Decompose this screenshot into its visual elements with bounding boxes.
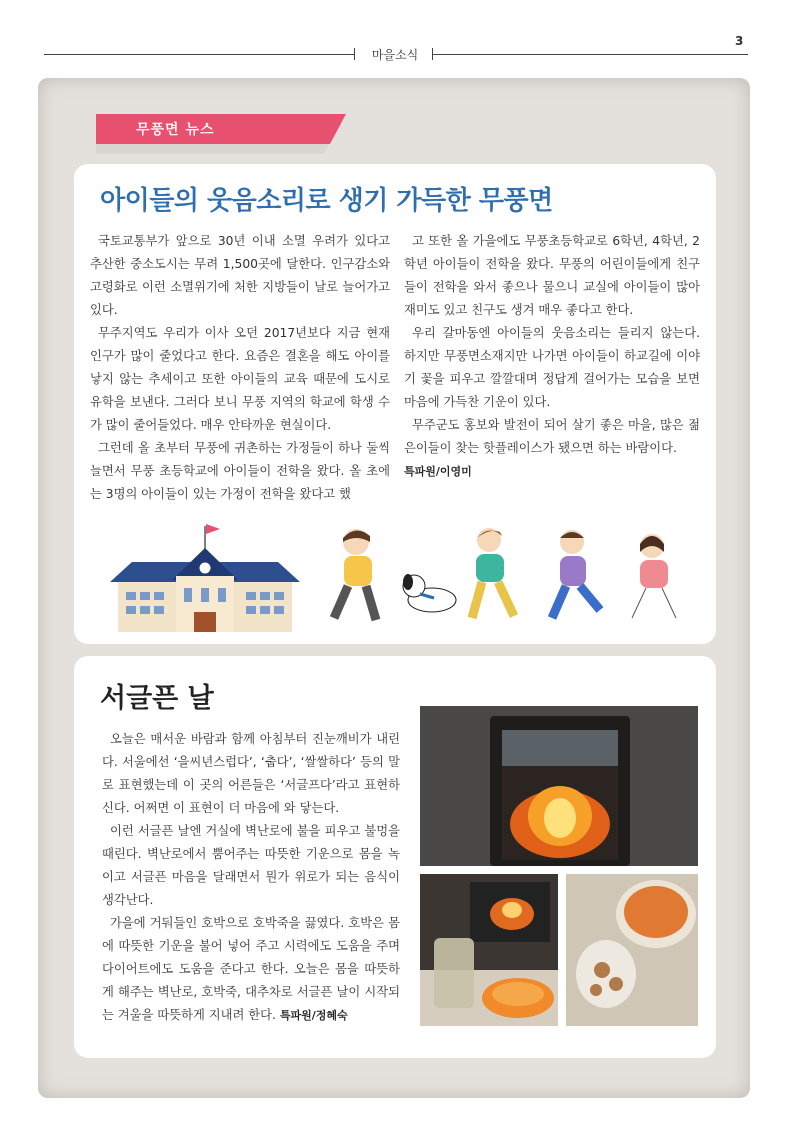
article1-column-2: [404, 230, 700, 483]
page-number: 3: [735, 34, 744, 48]
article2-paragraph: 가을에 거둬들인 호박으로 호박죽을 끓였다. 호박은 몸에 따뜻한 기운을 불어 넣어 주고 시력에도 도움을 주며 다이어트에도 도움을 준다고 한다. 오늘은 몸을 따뜻하게 해주는 벽난로, 호박죽, 대추차로 서글픈 날이 시작되는 겨울을 따뜻하게 지내려 한다. 특파원/정혜숙: [102, 916, 400, 1022]
article2-column: [102, 728, 400, 1027]
article1-paragraph: 무주군도 홍보와 발전이 되어 살기 좋은 마을, 많은 젊은이들이 찾는 핫플레이스가 됐으면 하는 바람이다.: [404, 418, 700, 455]
section-tag: [96, 114, 346, 144]
article1-byline: 특파원/이영미: [404, 465, 472, 478]
article2-paragraph: 오늘은 매서운 바람과 함께 아침부터 진눈깨비가 내린다. 서울에선 ‘을씨년스럽다’, ‘춥다’, ‘쌀쌀하다’ 등의 말로 표현했는데 이 곳의 어른들은 ‘서글프다’라고 표현하신다. 어쩌면 이 표현이 더 마음에 와 닿는다.: [102, 732, 400, 815]
running-children-illustration: [324, 520, 694, 630]
article1-paragraph: 우리 갈마동엔 아이들의 웃음소리는 들리지 않는다. 하지만 무풍면소재지만 나가면 아이들이 하교길에 이야기 꽃을 피우고 깔깔대며 정답게 걸어가는 모습을 보면 마음에 가득찬 기운이 있다.: [404, 326, 700, 409]
tag-ribbon-shape: [96, 114, 346, 154]
article1-column-1: [90, 230, 390, 506]
section-tag-label: 무풍면 뉴스: [136, 122, 215, 138]
article2-paragraph: 이런 서글픈 날엔 거실에 벽난로에 불을 피우고 불멍을 때린다. 벽난로에서 뿜어주는 따뜻한 기운으로 몸을 녹이고 서글픈 마음을 달래면서 뭔가 위로가 되는 음식이 생각난다.: [102, 824, 400, 907]
header-rule-right: [432, 54, 748, 55]
article1-paragraph: 국토교통부가 앞으로 30년 이내 소멸 우려가 있다고 추산한 중소도시는 무려 1,500곳에 달한다. 인구감소와 고령화로 이런 소멸위기에 처한 지방들이 날로 늘어가고 있다.: [90, 234, 390, 317]
article2-headline: 서글픈 날: [100, 683, 214, 714]
article1-paragraph: 무주지역도 우리가 이사 오던 2017년보다 지금 현재 인구가 많이 줄었다고 한다. 요즘은 결혼을 해도 아이를 낳지 않는 추세이고 또한 아이들의 교육 때문에 도시로 유학을 보낸다. 그러다 보니 무풍 지역의 학교에 학생 수가 많이 줄어들었다. 매우 안타까운 현실이다.: [90, 326, 390, 432]
article1-paragraph: 고 또한 올 가을에도 무풍초등학교로 6학년, 4학년, 2학년 아이들이 전학을 왔다. 무풍의 어린이들에게 친구들이 전학을 와서 좋으나 물으니 교실에 아이들이 많아 재미도 있고 친구도 생겨 매우 좋다고 한다.: [404, 234, 700, 317]
article2-byline: 특파원/정혜숙: [279, 1009, 348, 1022]
header-tick-left: [354, 48, 355, 60]
fireplace-photo: [420, 706, 698, 866]
school-illustration: [110, 520, 300, 632]
section-title: 마을소식: [371, 48, 419, 62]
header-rule-left: [44, 54, 354, 55]
article1-paragraph: 그런데 올 초부터 무풍에 귀촌하는 가정들이 하나 둘씩 늘면서 무풍 초등학교에 아이들이 전학을 왔다. 올 초에는 3명의 아이들이 있는 가정이 전학을 왔다고 했: [90, 441, 390, 501]
fireplace-tea-photo: [420, 874, 558, 1026]
article1-headline: 아이들의 웃음소리로 생기 가득한 무풍면: [100, 186, 553, 216]
pumpkin-porridge-photo: [566, 874, 698, 1026]
